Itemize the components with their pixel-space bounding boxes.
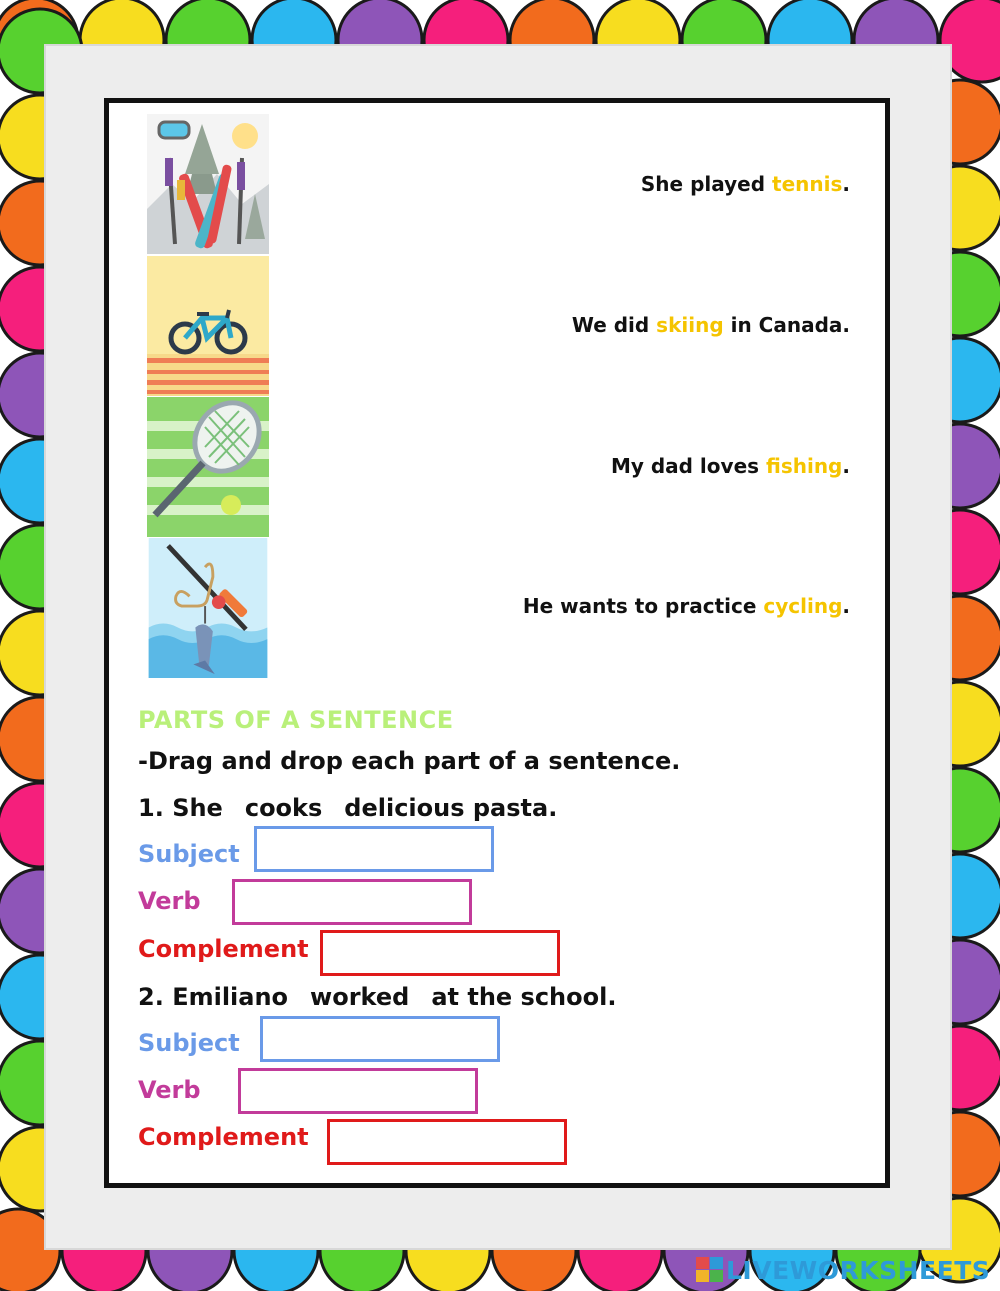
activity-keyword[interactable]: skiing	[656, 313, 724, 337]
subject-drop-box[interactable]	[260, 1016, 500, 1062]
activity-sentence-4: He wants to practice cycling.	[522, 594, 850, 618]
cycling-picture	[147, 256, 269, 396]
activity-keyword[interactable]: fishing	[766, 454, 843, 478]
activity-sentence-1: She played tennis.	[640, 172, 850, 196]
exercise-2-sentence: 2. Emiliano worked at the school.	[138, 983, 617, 1011]
complement-label: Complement	[138, 935, 309, 963]
draggable-word[interactable]: She	[172, 794, 223, 822]
verb-label: Verb	[138, 1076, 201, 1104]
subject-drop-box[interactable]	[254, 826, 494, 872]
skiing-picture	[147, 114, 269, 254]
activity-keyword[interactable]: cycling	[763, 594, 843, 618]
draggable-word[interactable]: worked	[310, 983, 410, 1011]
liveworksheets-brand[interactable]	[696, 1256, 990, 1284]
verb-drop-box[interactable]	[238, 1068, 478, 1114]
activity-keyword[interactable]: tennis	[772, 172, 843, 196]
activity-sentence-2: We did skiing in Canada.	[571, 313, 850, 337]
draggable-word[interactable]: Emiliano	[172, 983, 289, 1011]
exercise-1-sentence: 1. She cooks delicious pasta.	[138, 794, 558, 822]
draggable-word[interactable]: delicious pasta.	[344, 794, 558, 822]
tennis-picture	[147, 397, 269, 537]
fishing-picture	[147, 538, 269, 678]
complement-drop-box[interactable]	[327, 1119, 567, 1165]
brand-name: LIVEWORKSHEETS	[726, 1255, 991, 1285]
verb-drop-box[interactable]	[232, 879, 472, 925]
draggable-word[interactable]: at the school.	[431, 983, 617, 1011]
subject-label: Subject	[138, 840, 240, 868]
activity-sentence-3: My dad loves fishing.	[610, 454, 850, 478]
liveworksheets-logo-icon	[696, 1257, 724, 1283]
complement-label: Complement	[138, 1123, 309, 1151]
instruction-text: -Drag and drop each part of a sentence.	[138, 747, 681, 775]
section-heading: PARTS OF A SENTENCE	[138, 706, 454, 734]
draggable-word[interactable]: cooks	[244, 794, 323, 822]
subject-label: Subject	[138, 1029, 240, 1057]
complement-drop-box[interactable]	[320, 930, 560, 976]
verb-label: Verb	[138, 887, 201, 915]
